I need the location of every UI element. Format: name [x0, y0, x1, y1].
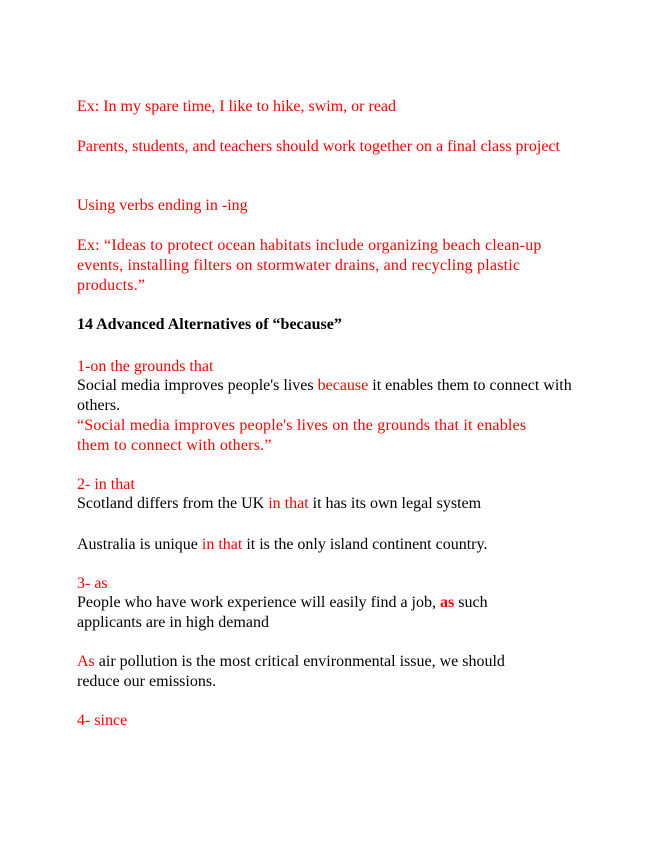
item-2-heading: 2- in that [77, 476, 135, 493]
item-2-ex1-after: it has its own legal system [308, 495, 482, 512]
item-1-heading: 1-on the grounds that [77, 358, 214, 375]
item-1-keyword: because [317, 377, 369, 394]
item-2-ex2-keyword: in that [201, 536, 243, 553]
item-1-example-text-before: Social media improves people's lives [77, 377, 318, 394]
item-3-heading: 3- as [77, 575, 108, 592]
example-gerund: Ex: “Ideas to protect ocean habitats include organizing beach clean-up events, installing filters on stormwater drains, and recycling plastic products.” [77, 237, 542, 294]
item-4-heading: 4- since [77, 712, 128, 729]
item-3-ex1-keyword: as [440, 594, 455, 611]
item-3-ex2-after: air pollution is the most critical environmental issue, we should reduce our emissions. [77, 653, 505, 690]
item-2-ex2-before: Australia is unique [77, 536, 202, 553]
gerund-rule: Using verbs ending in -ing [77, 197, 248, 214]
example-parallel: Ex: In my spare time, I like to hike, swim, or read [77, 98, 397, 115]
example-teamwork: Parents, students, and teachers should work together on a final class project [77, 138, 560, 155]
item-3-example-1 [77, 593, 547, 633]
item-1-example-text-after: it enables them to connect with others. [77, 377, 572, 414]
item-3-example-2 [77, 652, 547, 692]
item-2-ex2-after: it is the only island continent country. [242, 536, 488, 553]
item-3-ex2-keyword: As [77, 653, 95, 670]
item-2-example-2 [77, 535, 597, 555]
section-title: 14 Advanced Alternatives of “because” [77, 316, 342, 333]
item-2-example-1 [77, 494, 597, 514]
item-1-example [77, 376, 582, 416]
item-1-rewrite: “Social media improves people's lives on the grounds that it enables them to connect with others.” [77, 417, 527, 454]
item-2-ex1-keyword: in that [268, 495, 309, 512]
item-3-ex1-after: such applicants are in high demand [77, 594, 488, 631]
item-2-ex1-before: Scotland differs from the UK [77, 495, 269, 512]
item-3-ex1-before: People who have work experience will easily find a job, [77, 594, 440, 611]
